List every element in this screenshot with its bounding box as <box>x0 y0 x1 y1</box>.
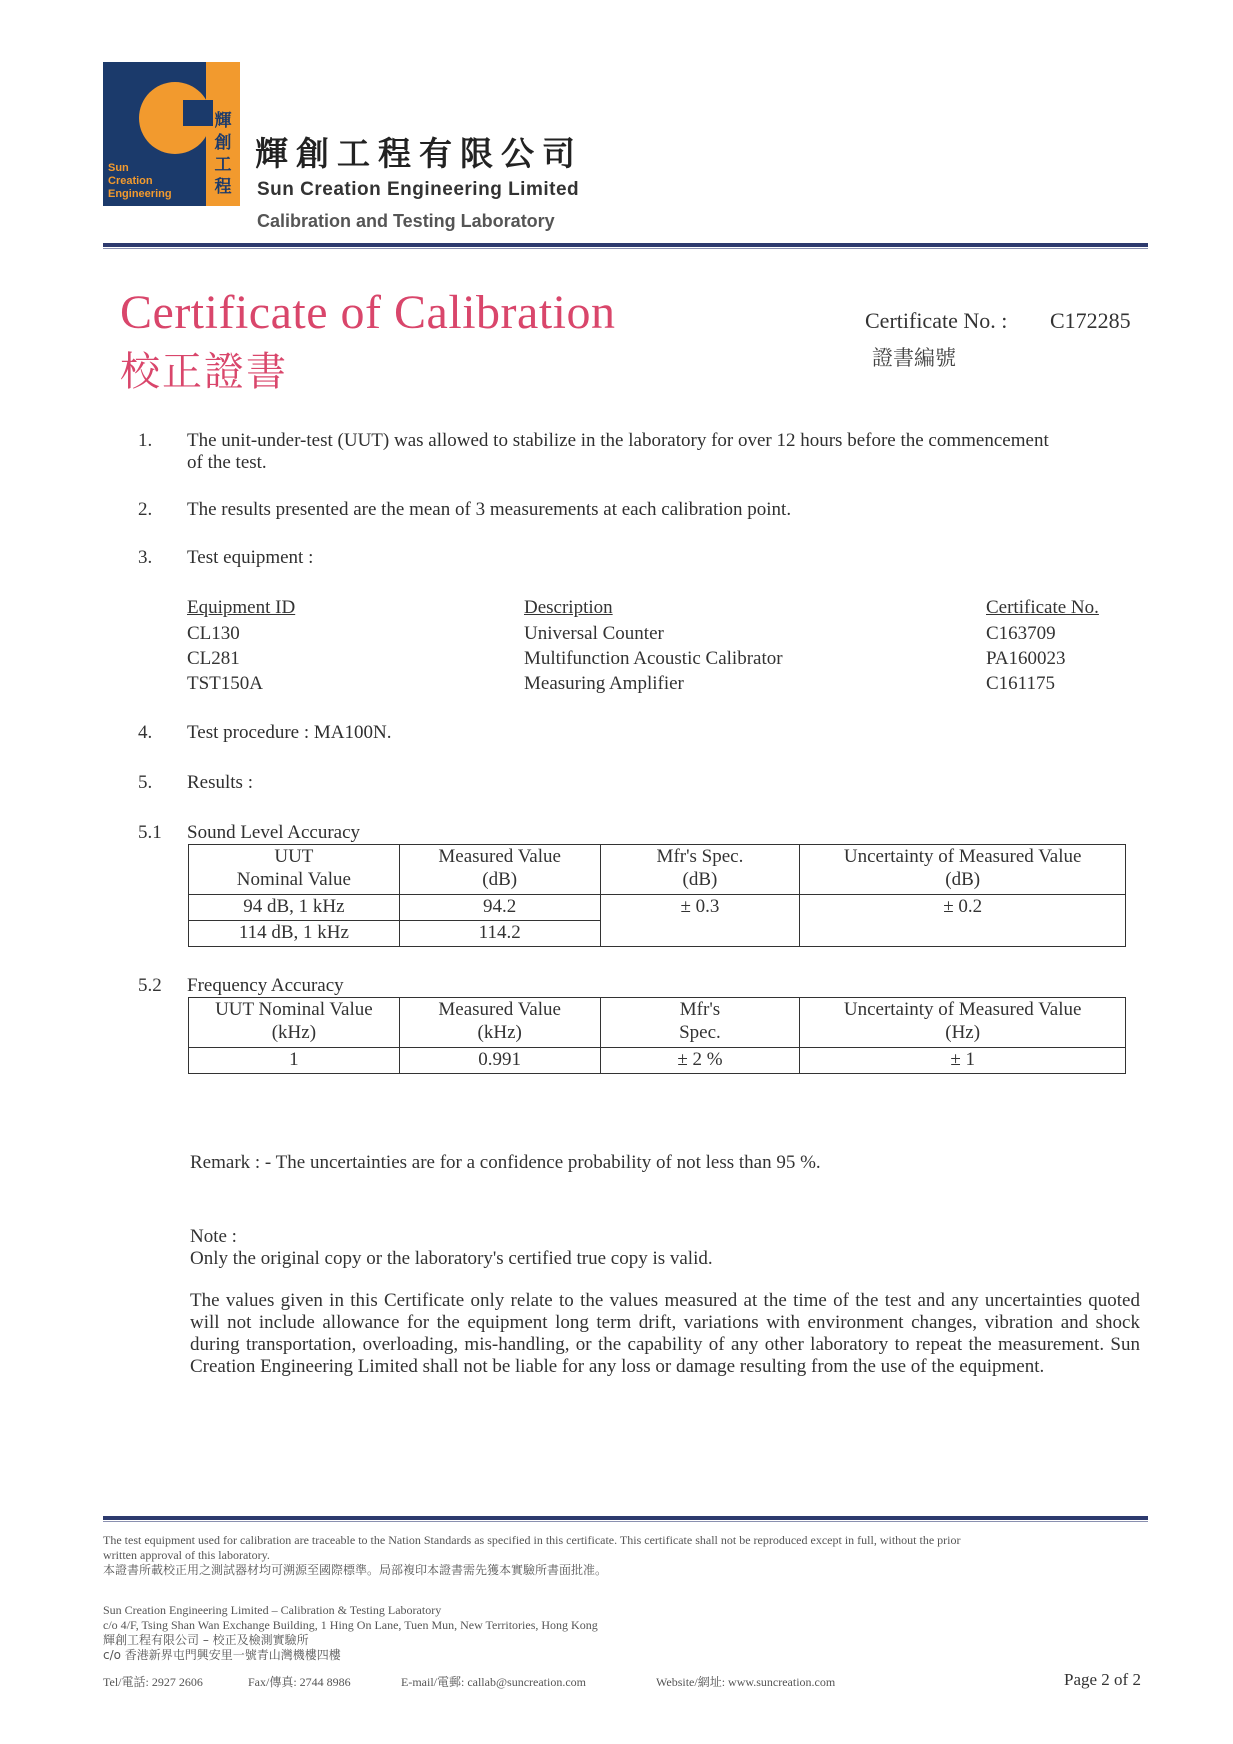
header-line: (dB) <box>682 869 718 890</box>
footer-line: c/o 4/F, Tsing Shan Wan Exchange Building, 1 Hing On Lane, Tuen Mun, New Territories, Hong Kong <box>103 1618 598 1632</box>
footer-line: Sun Creation Engineering Limited – Calibration & Testing Laboratory <box>103 1603 442 1617</box>
logo-cn-char: 創 <box>214 133 232 153</box>
page-number: Page 2 of 2 <box>1064 1670 1141 1689</box>
section-title: Frequency Accuracy <box>187 975 344 996</box>
table-cell: ± 0.3 <box>600 895 800 947</box>
equipment-description: Universal Counter <box>524 623 664 644</box>
header-divider-thin <box>103 248 1148 249</box>
header-line: UUT Nominal Value <box>215 999 373 1020</box>
item-text: Test equipment : <box>187 547 314 568</box>
header-line: (kHz) <box>271 1022 317 1043</box>
table-cell: ± 2 % <box>600 1048 800 1074</box>
table-cell: 114.2 <box>399 921 600 947</box>
item-text-line: of the test. <box>187 452 267 473</box>
footer-line: written approval of this laboratory. <box>103 1548 270 1562</box>
table-header-cell <box>600 845 800 895</box>
header-line: (dB) <box>482 869 518 890</box>
traceability-statement <box>103 1533 1153 1578</box>
footer-fax: Fax/傳真: 2744 8986 <box>248 1675 351 1689</box>
note-label: Note : <box>190 1226 237 1247</box>
header-line: Measured Value <box>438 846 561 867</box>
footer-website: Website/網址: www.suncreation.com <box>656 1675 836 1689</box>
logo-cn-char: 程 <box>214 177 232 197</box>
certificate-number-value: C172285 <box>1050 308 1131 333</box>
equipment-description: Measuring Amplifier <box>524 673 684 694</box>
disclaimer-paragraph: The values given in this Certificate only relate to the values measured at the time of the test and any uncertainties quoted will not include allowance for the equipment long term drift, variations with environment changes, vibration and shock during transportation, overloading, mis-handling, or the capability of any other laboratory to repeat the measurement. Sun Creation Engineering Limited shall not be liable for any loss or damage resulting from the use of the equipment. <box>190 1290 1140 1377</box>
header-line: Mfr's <box>679 999 721 1020</box>
certificate-number-label: Certificate No. : <box>865 308 1008 333</box>
table-header-cell <box>399 845 600 895</box>
footer-line-chinese: 輝創工程有限公司 – 校正及檢測實驗所 <box>103 1633 309 1647</box>
certificate-title-chinese: 校正證書 <box>120 349 288 395</box>
table-header-cell <box>800 845 1126 895</box>
laboratory-name: Calibration and Testing Laboratory <box>257 211 555 231</box>
section-title: Sound Level Accuracy <box>187 822 361 843</box>
item-number: 2. <box>138 499 153 520</box>
company-logo <box>103 62 240 206</box>
equipment-cert-number: PA160023 <box>986 648 1066 669</box>
equipment-id: CL281 <box>187 648 240 669</box>
item-number: 3. <box>138 547 153 568</box>
header-line: Spec. <box>679 1022 721 1043</box>
equipment-description: Multifunction Acoustic Calibrator <box>524 648 783 669</box>
remark-text: Remark : - The uncertainties are for a confidence probability of not less than 95 %. <box>190 1152 821 1173</box>
table-header-cell <box>189 998 400 1048</box>
header-line: Mfr's Spec. <box>656 846 744 867</box>
header-line: Nominal Value <box>236 869 351 890</box>
footer-divider-thin <box>103 1521 1148 1522</box>
table-header-cell <box>189 845 400 895</box>
header-line: Uncertainty of Measured Value <box>843 846 1082 867</box>
header-line: (kHz) <box>477 1022 522 1043</box>
footer-divider <box>103 1516 1148 1520</box>
table-header-cell <box>800 998 1126 1048</box>
company-name-chinese: 輝創工程有限公司 <box>255 134 583 173</box>
equipment-id: TST150A <box>187 673 263 694</box>
table-header-cell <box>399 998 600 1048</box>
item-number: 5. <box>138 772 153 793</box>
table-header-row <box>189 845 1126 895</box>
header-line: Uncertainty of Measured Value <box>843 999 1082 1020</box>
table-header-cell <box>600 998 800 1048</box>
table-header-row <box>189 998 1126 1048</box>
table-cell: 1 <box>189 1048 400 1074</box>
equipment-cert-header: Certificate No. <box>986 597 1099 618</box>
footer-tel: Tel/電話: 2927 2606 <box>103 1675 203 1689</box>
equipment-id: CL130 <box>187 623 240 644</box>
table-cell: ± 1 <box>800 1048 1126 1074</box>
logo-chinese-text <box>212 110 234 198</box>
logo-cn-char: 工 <box>214 155 232 175</box>
equipment-id-column <box>187 621 263 696</box>
certificate-number-label-chinese: 證書編號 <box>872 346 956 370</box>
footer-email: E-mail/電郵: callab@suncreation.com <box>401 1675 586 1689</box>
table-cell: 114 dB, 1 kHz <box>189 921 400 947</box>
logo-text-line: Creation <box>108 175 153 187</box>
item-number: 1. <box>138 430 153 451</box>
header-line: (Hz) <box>945 1022 981 1043</box>
lab-address <box>103 1603 598 1663</box>
item-text: Results : <box>187 772 253 793</box>
logo-cn-char: 輝 <box>214 111 232 131</box>
table-cell: 0.991 <box>399 1048 600 1074</box>
equipment-cert-column <box>986 621 1066 696</box>
sound-level-table <box>188 844 1126 947</box>
equipment-cert-number: C163709 <box>986 623 1056 644</box>
logo-text-line: Engineering <box>108 188 172 200</box>
equipment-description-column <box>524 621 783 696</box>
certificate-title: Certificate of Calibration <box>120 286 616 339</box>
logo-text-line: Sun <box>108 162 129 174</box>
header-line: Measured Value <box>438 999 561 1020</box>
header-line: UUT <box>274 846 314 867</box>
table-cell: ± 0.2 <box>800 895 1126 947</box>
item-text <box>187 430 1147 474</box>
table-cell: 94 dB, 1 kHz <box>189 895 400 921</box>
equipment-description-header: Description <box>524 597 613 618</box>
header-divider <box>103 243 1148 247</box>
footer-line-chinese: 本證書所載校正用之測試器材均可溯源至國際標準。局部複印本證書需先獲本實驗所書面批准。 <box>103 1563 608 1577</box>
footer-line: The test equipment used for calibration are traceable to the Nation Standards as specified in this certificate. This certificate shall not be reproduced except in full, without the prior <box>103 1533 961 1547</box>
header-line: (dB) <box>945 869 981 890</box>
company-name-english: Sun Creation Engineering Limited <box>257 179 580 200</box>
section-number: 5.1 <box>138 822 162 843</box>
frequency-table <box>188 997 1126 1074</box>
item-number: 4. <box>138 722 153 743</box>
table-cell: 94.2 <box>399 895 600 921</box>
table-row <box>189 895 1126 921</box>
footer-line-chinese: c/o 香港新界屯門興安里一號青山灣機樓四樓 <box>103 1648 341 1662</box>
section-number: 5.2 <box>138 975 162 996</box>
item-text: The results presented are the mean of 3 measurements at each calibration point. <box>187 499 792 520</box>
equipment-cert-number: C161175 <box>986 673 1055 694</box>
equipment-id-header: Equipment ID <box>187 597 296 618</box>
item-text-line: The unit-under-test (UUT) was allowed to stabilize in the laboratory for over 12 hours before the commencement <box>187 430 1049 451</box>
item-text: Test procedure : MA100N. <box>187 722 392 743</box>
logo-english-text <box>108 162 172 201</box>
logo-circle-cut <box>183 100 213 126</box>
note-text: Only the original copy or the laboratory's certified true copy is valid. <box>190 1248 713 1269</box>
table-row <box>189 1048 1126 1074</box>
